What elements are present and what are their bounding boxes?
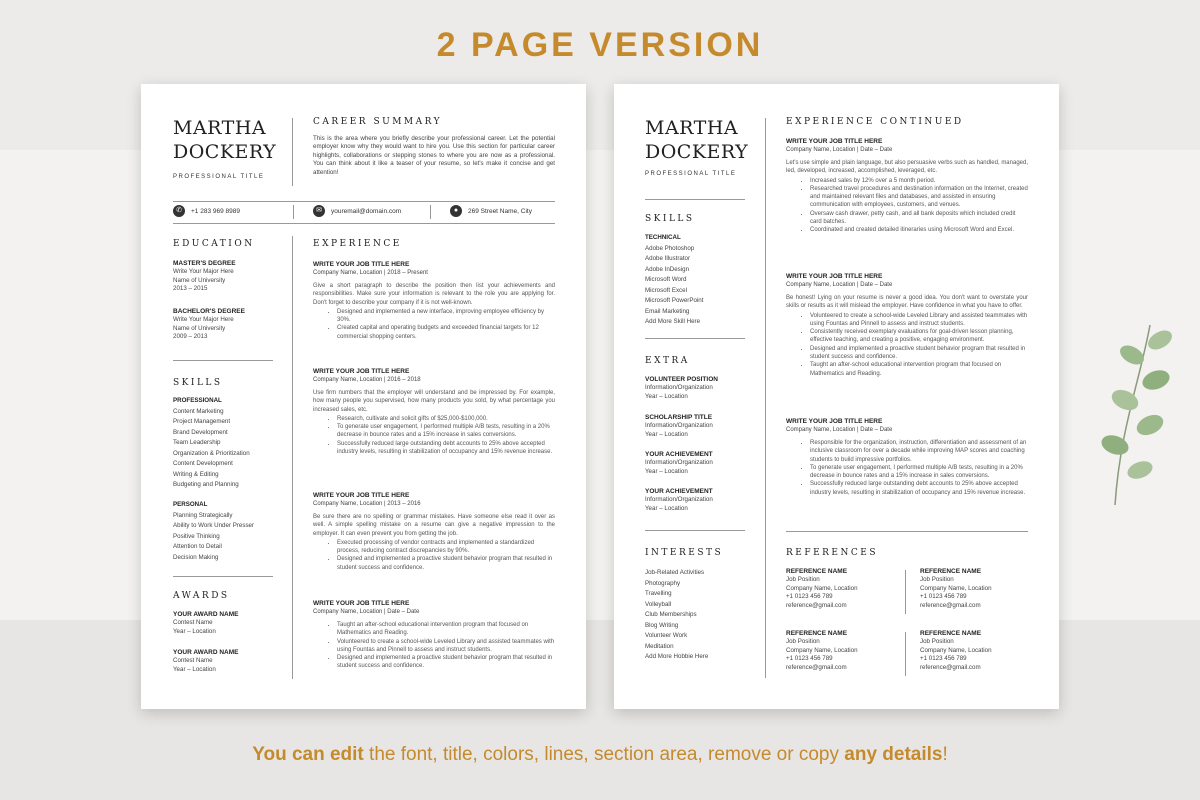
resume-name [645,116,748,164]
job-bullet: • Research, cultivate and solicit gifts of $25,000-$100,000. [337,415,555,423]
job-bullet: • Executed processing of vendor contracts and implemented a standardized process, reducing contract discrepancies by 90%. [337,539,555,556]
reference-entry: REFERENCE NAME Job Position Company Name, Location +1 0123 456 789 reference@gmail.com [920,630,992,671]
extra-entry: VOLUNTEER POSITION Information/Organization Year – Location [645,376,718,400]
contact-phone: ✆ +1 283 969 8989 [173,205,240,217]
section-divider [645,530,745,531]
column-divider [765,118,766,678]
skill-item: Attention to Detail [173,543,222,550]
contact-divider [430,205,431,219]
reference-entry: REFERENCE NAME Job Position Company Name, Location +1 0123 456 789 reference@gmail.com [920,568,992,609]
job-bullet: • Responsible for the organization, instruction, differentiation and assessment of an inclusive classroom for over a decade while improving MAP scores and coaching students to build impressive portfolios. [810,439,1028,464]
reference-divider [905,632,906,676]
job-bullet: • Coordinated and created detailed itineraries using Microsoft Word and Excel. [810,226,1028,234]
job-entry: WRITE YOUR JOB TITLE HERE Company Name, Location | 2018 – Present Give a short paragraph to describe the position then list your achievements and responsibilities. Make sure your information is relevant to the role you are applying for. Don't forget to describe your company if it is not well-known. • Designed and implemented a new interface, improving employee efficiency by 30%. • Created capital and operating budgets and exceeded financial targets for 12 commercial shopping centers. [313,260,555,341]
skill-item: Decision Making [173,553,219,561]
skill-item: Writing & Editing [173,470,219,478]
job-bullet: • To generate user engagement, I performed multiple A/B tests, resulting in a 20% decrease in bounce rates and a 15% increase in sales conversions. [337,423,555,440]
skill-item: Planning Strategically [173,511,233,519]
skill-item: Microsoft PowerPoint [645,297,704,304]
skill-item: Adobe InDesign [645,265,690,273]
contact-address: ● 269 Street Name, City [450,205,532,217]
extra-entry: YOUR ACHIEVEMENT Information/Organization Year – Location [645,451,713,475]
section-divider [645,338,745,339]
skill-item: Email Marketing [645,307,690,315]
skills-heading: SKILLS [173,378,223,388]
eucalyptus-sprig-image [1080,320,1190,510]
job-entry: WRITE YOUR JOB TITLE HERE Company Name, Location | 2013 – 2016 Be sure there are no spelling or grammar mistakes. Have someone else read it over as well. A simple spelling mistake on a resume can give a negative impression to the employer. It can even prevent you from getting the job. • Executed processing of vendor contracts and implemented a standardized process, reducing contract discrepancies by 90%. • Designed and implemented a proactive student behavior program that resulted in student success and confidence. [313,491,555,572]
section-divider [786,531,1028,532]
job-entry: WRITE YOUR JOB TITLE HERE Company Name, Location | Date – Date • Responsible for the organization, instruction, differentiation and assessment of an inclusive classroom for over a decade while improving MAP scores and coaching students to build impressive portfolios. • To generate user engagement, I performed multiple A/B tests, resulting in a 20% decrease in bounce rates and a 15% increase in sales conversions. • Successfully reduced large outstanding debt accounts to 25% above accepted industry levels, resulting in stabilization of occupancy and 15% revenue increase. [786,417,1028,497]
education-entry: MASTER'S DEGREE Write Your Major Here Name of University 2013 – 2015 [173,260,236,293]
skill-item: Content Development [173,460,233,467]
education-entry: BACHELOR'S DEGREE Write Your Major Here Name of University 2009 – 2013 [173,308,245,341]
interest-item: Add More Hobbie Here [645,653,709,660]
skills-heading: SKILLS [645,214,695,224]
skill-item: Ability to Work Under Presser [173,522,255,529]
job-bullet: • Oversaw cash drawer, petty cash, and all bank deposits which included credit card batches. [810,210,1028,227]
interest-item: Club Memberships [645,611,697,618]
skill-item: Adobe Illustrator [645,255,691,262]
award-entry: YOUR AWARD NAME Contest Name Year – Location [173,649,239,673]
section-divider [173,360,273,361]
job-bullet: • Designed and implemented a proactive student behavior program that resulted in student success and confidence. [337,555,555,572]
interest-item: Volunteer Work [645,632,688,639]
job-entry: WRITE YOUR JOB TITLE HERE Company Name, Location | Date – Date Let's use simple and plain language, but also persuasive verbs such as handled, managed, led, developed, increased, accomplished, leveraged, etc. • Increased sales by 12% over a 5 month period. • Researched travel procedures and destination information on the Internet, created and maintained relevant files and databases, and assisted in ensuring communication with employees, customers, and venues. • Oversaw cash drawer, petty cash, and all bank deposits which included credit card batches. • Coordinated and created detailed itineraries using Microsoft Word and Excel. [786,137,1028,235]
skill-item: Team Leadership [173,439,221,446]
skill-item: Content Marketing [173,407,224,415]
skill-item: Budgeting and Planning [173,481,239,488]
interest-item: Job-Related Activities [645,569,705,576]
job-bullet: • Designed and implemented a proactive student behavior program that resulted in student success and confidence. [337,654,555,671]
page-heading: 2 PAGE VERSION [436,26,764,64]
job-entry: WRITE YOUR JOB TITLE HERE Company Name, Location | Date – Date • Taught an after-school educational intervention program that focused on Mathematics and Reading. • Volunteered to create a school-wide Leveled Library and assisted teammates with using Fountas and Pinnell to assess and instruct students. • Designed and implemented a proactive student behavior program that resulted in student success and confidence. [313,599,555,671]
contact-top-line [173,201,555,202]
interest-item: Photography [645,579,681,587]
skill-item: Organization & Prioritization [173,449,250,457]
contact-email: ✉ youremail@domain.com [313,205,401,217]
interests-heading: INTERESTS [645,548,724,558]
last-name: DOCKERY [645,141,749,163]
phone-icon: ✆ [173,205,185,217]
skill-item: Brand Development [173,428,228,436]
resume-page-2 [614,84,1059,709]
job-bullet: • Increased sales by 12% over a 5 month period. [810,177,1028,185]
education-heading: EDUCATION [173,239,255,249]
resume-name [173,116,276,164]
interest-item: Blog Writing [645,621,679,629]
first-name: MARTHA [173,117,267,139]
contact-bottom-line [173,223,555,224]
job-bullet: • Created capital and operating budgets and exceeded financial targets for 12 commercial shopping centers. [337,324,555,341]
interest-item: Volleyball [645,600,672,608]
footer-caption: You can edit the font, title, colors, lines, section area, remove or copy any details! [252,744,948,765]
interest-item: Travelling [645,590,672,597]
skill-item: Add More Skill Here [645,318,701,325]
contact-divider [293,205,294,219]
interest-item: Meditation [645,642,674,650]
extra-heading: EXTRA [645,356,690,366]
extra-entry: YOUR ACHIEVEMENT Information/Organization Year – Location [645,488,713,512]
first-name: MARTHA [645,117,739,139]
job-entry: WRITE YOUR JOB TITLE HERE Company Name, Location | 2016 – 2018 Use firm numbers that the employer will understand and be impressed by. For example, how many people you supervised, how many products you sold, by what percentage you increased sales, etc. • Research, cultivate and solicit gifts of $25,000-$100,000. • To generate user engagement, I performed multiple A/B tests, resulting in a 20% decrease in bounce rates and a 15% increase in sales conversions. • Successfully reduced large outstanding debt accounts to 25% above accepted industry levels, resulting in stabilization of occupancy and 15% revenue increase. [313,367,555,456]
skill-item: Microsoft Word [645,276,687,283]
skills-personal-list: PERSONAL Planning Strategically Ability to Work Under Presser Positive Thinking Attention to Detail Decision Making [173,500,254,563]
resume-page-1 [141,84,586,709]
career-summary-heading: CAREER SUMMARY [313,117,443,127]
experience-continued-heading: EXPERIENCE CONTINUED [786,117,964,127]
job-bullet: • Successfully reduced large outstanding debt accounts to 25% above accepted industry levels, resulting in stabilization of occupancy and 15% revenue increase. [337,440,555,457]
job-bullet: • Successfully reduced large outstanding debt accounts to 25% above accepted industry levels, resulting in stabilization of occupancy and 15% revenue increase. [810,480,1028,497]
job-bullet: • Taught an after-school educational intervention program that focused on Mathematics and Reading. [810,361,1028,378]
header-divider [292,118,293,186]
job-bullet: • Designed and implemented a proactive student behavior program that resulted in student success and confidence. [810,345,1028,362]
contact-bar [173,203,555,221]
location-pin-icon: ● [450,205,462,217]
job-bullet: • Taught an after-school educational intervention program that focused on Mathematics and Reading. [337,621,555,638]
skill-item: Microsoft Excel [645,286,687,294]
reference-divider [905,570,906,614]
career-summary-text: This is the area where you briefly describe your professional career. Let the potential employer know why they would want to hire you. Use this section for particular career highlights, collaborations or stepping stones to where you are now as a professional. You can think about it like a teaser of your resume, so let's make it concise and get attention! [313,135,555,176]
job-bullet: • Designed and implemented a new interface, improving employee efficiency by 30%. [337,308,555,325]
experience-heading: EXPERIENCE [313,239,402,249]
section-divider [645,199,745,200]
reference-entry: REFERENCE NAME Job Position Company Name, Location +1 0123 456 789 reference@gmail.com [786,630,858,671]
job-bullet: • Volunteered to create a school-wide Leveled Library and assisted teammates with using Fountas and Pinnell to assess and instruct students. [810,312,1028,329]
last-name: DOCKERY [173,141,277,163]
job-bullet: • Consistently received exemplary evaluations for goal-driven lesson planning, effective teaching, and creating a positive, engaging environment. [810,328,1028,345]
email-icon: ✉ [313,205,325,217]
reference-entry: REFERENCE NAME Job Position Company Name, Location +1 0123 456 789 reference@gmail.com [786,568,858,609]
job-bullet: • To generate user engagement, I performed multiple A/B tests, resulting in a 20% decrease in bounce rates and a 15% increase in sales conversions. [810,464,1028,481]
section-divider [173,576,273,577]
awards-heading: AWARDS [173,591,230,601]
job-bullet: • Researched travel procedures and destination information on the Internet, created and maintained relevant files and databases, and assisted in ensuring communication with employees, customers, and venues. [810,185,1028,210]
skill-item: Positive Thinking [173,532,220,540]
references-heading: REFERENCES [786,548,879,558]
professional-title: PROFESSIONAL TITLE [645,171,737,177]
award-entry: YOUR AWARD NAME Contest Name Year – Location [173,611,239,635]
skill-item: Project Management [173,418,231,425]
column-divider [292,236,293,679]
technical-skills-list: TECHNICAL Adobe Photoshop Adobe Illustrator Adobe InDesign Microsoft Word Microsoft Excel Microsoft PowerPoint Email Marketing Add More Skill Here [645,233,703,328]
professional-title: PROFESSIONAL TITLE [173,174,265,180]
skills-professional-list: PROFESSIONAL Content Marketing Project Management Brand Development Team Leadership Organization & Prioritization Content Development Writing & Editing Budgeting and Planning [173,396,250,491]
job-entry: WRITE YOUR JOB TITLE HERE Company Name, Location | Date – Date Be honest! Lying on your resume is never a good idea. You don't want to overstate your skills or results as it will mislead the employer. Have confidence in what you have to offer. • Volunteered to create a school-wide Leveled Library and assisted teammates with using Fountas and Pinnell to assess and instruct students. • Consistently received exemplary evaluations for goal-driven lesson planning, effective teaching, and creating a positive, engaging environment. • Designed and implemented a proactive student behavior program that resulted in student success and confidence. • Taught an after-school educational intervention program that focused on Mathematics and Reading. [786,272,1028,378]
job-bullet: • Volunteered to create a school-wide Leveled Library and assisted teammates with using Fountas and Pinnell to assess and instruct students. [337,638,555,655]
extra-entry: SCHOLARSHIP TITLE Information/Organization Year – Location [645,414,713,438]
interests-list [645,568,708,663]
skill-item: Adobe Photoshop [645,244,695,252]
